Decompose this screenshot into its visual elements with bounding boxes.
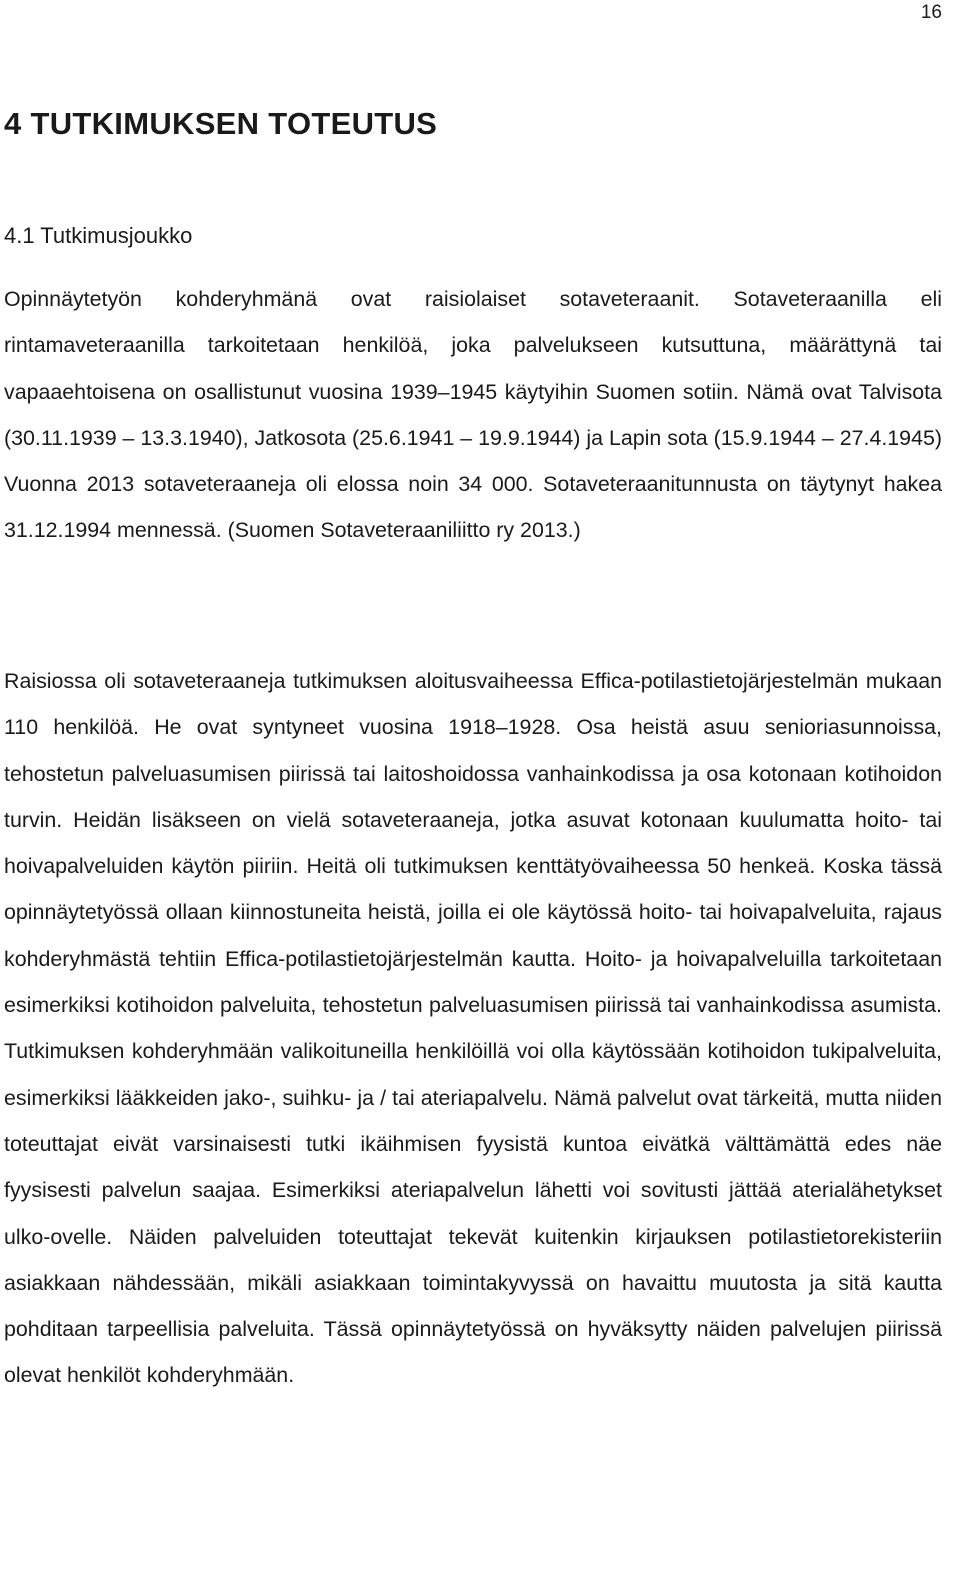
paragraph: Raisiossa oli sotaveteraaneja tutkimuksen aloitusvaiheessa Effica-potilastietojärjestelmän mukaan 110 henkilöä. He ovat syntyneet vuosina 1918–1928. Osa heistä asuu senioriasunnoissa, tehostetun palveluasumisen piirissä tai laitoshoidossa vanhainkodissa ja osa kotonaan kotihoidon turvin. Heidän lisäkseen on vielä sotaveteraaneja, jotka asuvat kotonaan kuulumatta hoito- tai hoivapalveluiden käytön piiriin. Heitä oli tutkimuksen kenttätyövaiheessa 50 henkeä. Koska tässä opinnäytetyössä ollaan kiinnostuneita heistä, joilla ei ole käytössä hoito- tai hoivapalveluita, rajaus kohderyhmästä tehtiin Effica-potilastietojärjestelmän kautta. Hoito- ja hoivapalveluilla tarkoitetaan esimerkiksi kotihoidon palveluita, tehostetun palveluasumisen piirissä tai vanhainkodissa asumista. Tutkimuksen kohderyhmään valikoituneilla henkilöillä voi olla käytössään kotihoidon tukipalveluita, esimerkiksi lääkkeiden jako-, suihku- ja / tai ateriapalvelu. Nämä palvelut ovat tärkeitä, mutta niiden toteuttajat eivät varsinaisesti tutki ikäihmisen fyysistä kuntoa eivätkä välttämättä edes näe fyysisesti palvelun saajaa. Esimerkiksi ateriapalvelun lähetti voi sovitusti jättää aterialähetykset ulko-ovelle. Näiden palveluiden toteuttajat tekevät kuitenkin kirjauksen potilastietorekisteriin asiakkaan nähdessään, mikäli asiakkaan toimintakyvyssä on havaittu muutosta ja sitä kautta pohditaan tarpeellisia palveluita. Tässä opinnäytetyössä on hyväksytty näiden palvelujen piirissä olevat henkilöt kohderyhmään.	[4, 669, 942, 1388]
chapter-title: 4 TUTKIMUKSEN TOTEUTUS	[4, 106, 438, 141]
page-number: 16	[920, 2, 942, 23]
paragraph: Opinnäytetyön kohderyhmänä ovat raisiolaiset sotaveteraanit. Sotaveteraanilla eli rintamaveteraanilla tarkoitetaan henkilöä, joka palvelukseen kutsuttuna, määrättynä tai vapaaehtoisena on osallistunut vuosina 1939–1945 käytyihin Suomen sotiin. Nämä ovat Talvisota (30.11.1939 ‒ 13.3.1940), Jatkosota (25.6.1941 ‒ 19.9.1944) ja Lapin sota (15.9.1944 ‒ 27.4.1945) Vuonna 2013 sotaveteraaneja oli elossa noin 34 000. Sotaveteraanitunnusta on täytynyt hakea 31.12.1994 mennessä. (Suomen Sotaveteraaniliitto ry 2013.)	[4, 287, 942, 543]
section-title: 4.1 Tutkimusjoukko	[4, 223, 193, 248]
